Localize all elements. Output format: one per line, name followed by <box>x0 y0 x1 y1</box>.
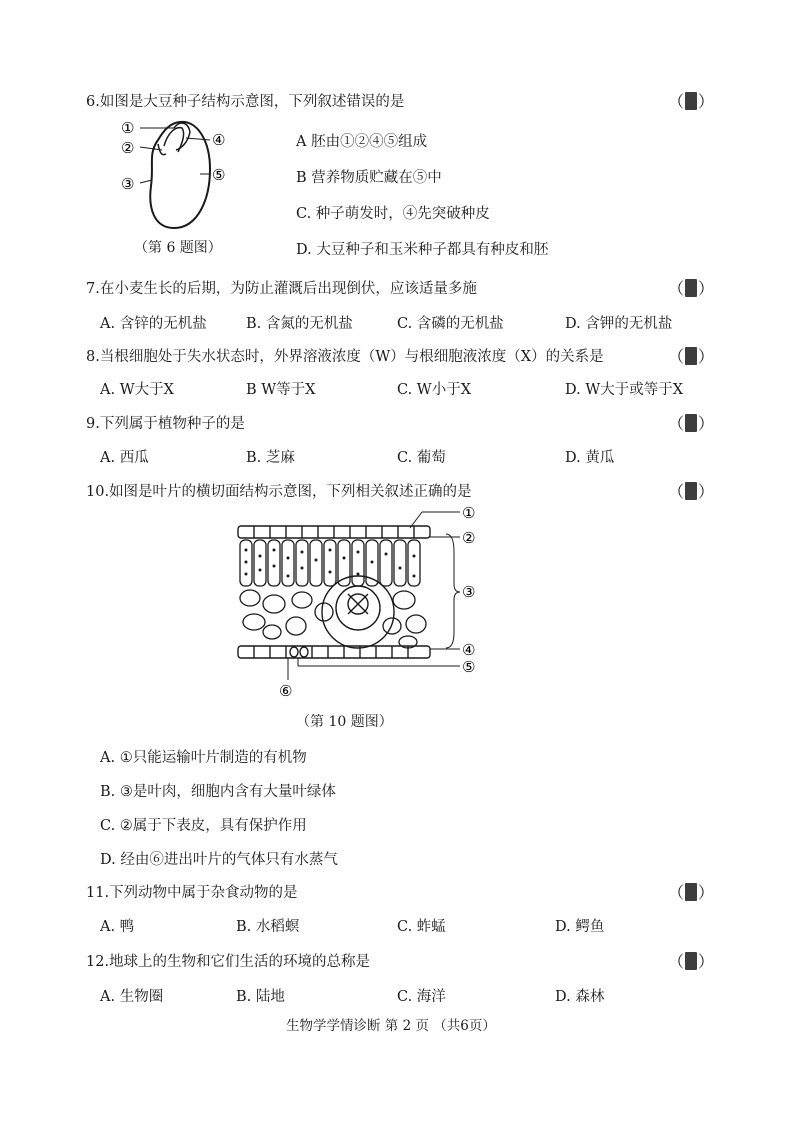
question-8-stem: 8.当根细胞处于失水状态时，外界溶液浓度（W）与根细胞液浓度（X）的关系是 <box>86 349 604 365</box>
q12-option-b: B. 陆地 <box>236 989 285 1005</box>
fig6-label-5: ⑤ <box>212 166 226 184</box>
q11-option-b: B. 水稻螟 <box>236 919 300 935</box>
q6-option-b: B 营养物质贮藏在⑤中 <box>296 170 442 186</box>
page-footer: 生物学学情诊断 第 2 页 （共6页） <box>286 1018 496 1034</box>
answer-box-10: （ ） <box>668 482 715 501</box>
leaf-cross-section-figure <box>232 500 492 705</box>
q6-option-d: D. 大豆种子和玉米种子都具有种皮和胚 <box>296 242 549 258</box>
answer-box-8: （ ） <box>668 347 715 366</box>
q10-option-c: C. ②属于下表皮，具有保护作用 <box>100 818 307 834</box>
fig10-label-6: ⑥ <box>279 682 293 700</box>
q9-option-a: A. 西瓜 <box>100 450 149 466</box>
figure-10-caption: （第 10 题图） <box>296 714 393 730</box>
q10-option-a: A. ①只能运输叶片制造的有机物 <box>100 750 307 766</box>
answer-blackout <box>685 92 697 110</box>
question-12-stem: 12.地球上的生物和它们生活的环境的总称是 <box>86 954 371 970</box>
spongy-layer <box>240 590 426 648</box>
soybean-seed-figure <box>118 114 248 238</box>
fig6-label-4: ④ <box>212 131 226 149</box>
palisade-layer <box>240 540 420 586</box>
q11-option-d: D. 鳄鱼 <box>555 919 605 935</box>
fig10-label-3: ③ <box>462 583 476 601</box>
q6-option-a: A 胚由①②④⑤组成 <box>296 134 428 150</box>
fig6-label-3: ③ <box>121 175 135 193</box>
q8-option-c: C. W小于X <box>397 382 472 398</box>
fig6-label-2: ② <box>121 139 135 157</box>
stoma <box>290 647 308 657</box>
q9-option-d: D. 黄瓜 <box>565 450 615 466</box>
q10-option-d: D. 经由⑥进出叶片的气体只有水蒸气 <box>100 852 338 868</box>
q8-option-a: A. W大于X <box>100 382 174 398</box>
q6-option-c: C. 种子萌发时，④先突破种皮 <box>296 206 490 222</box>
answer-blackout <box>685 279 697 297</box>
q9-option-b: B. 芝麻 <box>246 450 295 466</box>
q7-option-d: D. 含钾的无机盐 <box>565 316 673 332</box>
q9-option-c: C. 葡萄 <box>397 450 446 466</box>
answer-box-12: （ ） <box>668 952 715 971</box>
fig6-label-1: ① <box>121 119 135 137</box>
lower-epidermis <box>238 646 430 658</box>
answer-box-9: （ ） <box>668 414 715 433</box>
answer-blackout <box>685 414 697 432</box>
q10-option-b: B. ③是叶肉，细胞内含有大量叶绿体 <box>100 784 336 800</box>
q7-option-c: C. 含磷的无机盐 <box>397 316 504 332</box>
figure-6-caption: （第 6 题图） <box>134 240 222 256</box>
question-10-stem: 10.如图是叶片的横切面结构示意图，下列相关叙述正确的是 <box>86 484 472 500</box>
question-6-stem: 6.如图是大豆种子结构示意图，下列叙述错误的是 <box>86 94 405 110</box>
q11-option-c: C. 蚱蜢 <box>397 919 446 935</box>
q7-option-b: B. 含氮的无机盐 <box>246 316 353 332</box>
answer-blackout <box>685 482 697 500</box>
q8-option-d: D. W大于或等于X <box>565 382 684 398</box>
upper-epidermis <box>238 526 430 538</box>
fig10-label-4: ④ <box>462 641 476 659</box>
answer-blackout <box>685 883 697 901</box>
fig10-label-1: ① <box>462 504 476 522</box>
q12-option-d: D. 森林 <box>555 989 605 1005</box>
answer-box-7: （ ） <box>668 279 715 298</box>
question-7-stem: 7.在小麦生长的后期，为防止灌溉后出现倒伏，应该适量多施 <box>86 281 477 297</box>
answer-box-6: （ ） <box>668 92 715 111</box>
question-11-stem: 11.下列动物中属于杂食动物的是 <box>86 885 298 901</box>
answer-blackout <box>685 952 697 970</box>
question-9-stem: 9.下列属于植物种子的是 <box>86 416 245 432</box>
q8-option-b: B W等于X <box>246 382 316 398</box>
q11-option-a: A. 鸭 <box>100 919 135 935</box>
answer-blackout <box>685 347 697 365</box>
fig10-label-5: ⑤ <box>462 658 476 676</box>
answer-box-11: （ ） <box>668 883 715 902</box>
q12-option-a: A. 生物圈 <box>100 989 164 1005</box>
q12-option-c: C. 海洋 <box>397 989 446 1005</box>
fig10-label-2: ② <box>462 529 476 547</box>
q7-option-a: A. 含锌的无机盐 <box>100 316 207 332</box>
